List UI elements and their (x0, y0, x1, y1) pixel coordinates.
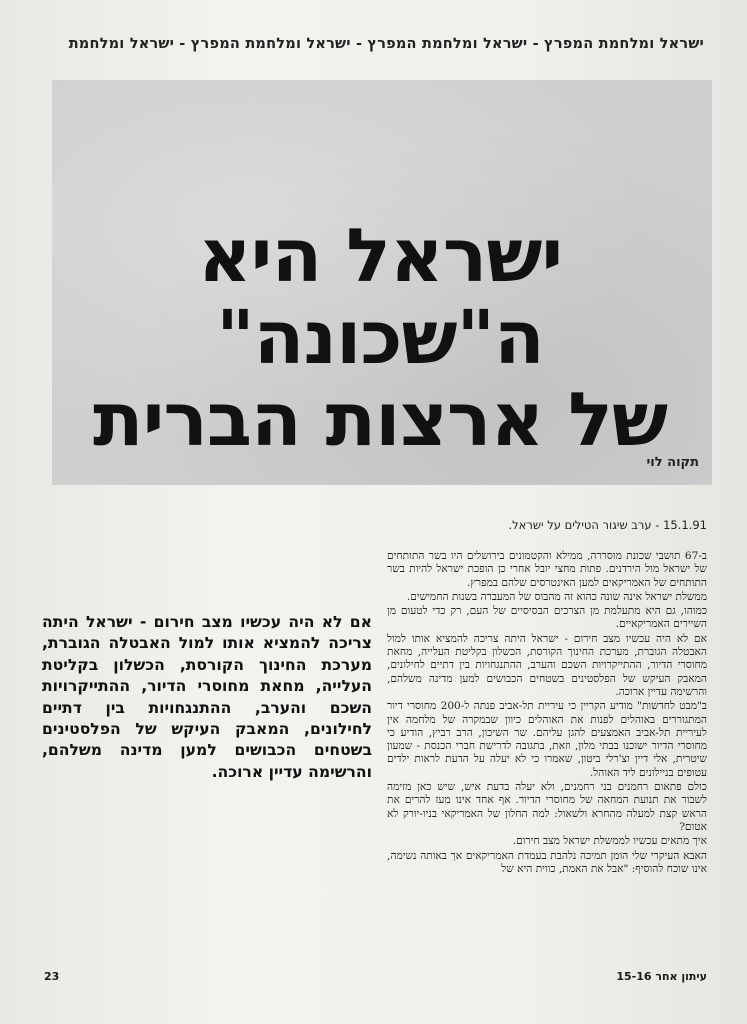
body-paragraph: כולם פתאום רחמנים בני רחמנים, ולא יעלה בדעת איש, שיש כאן מזימה לשבור את תנועת המחאה של מחוסרי הדיור. אף אחד אינו מעז להרים את הראש קצת למעלה מהחרא ולשאול: למה החלון של האמריקאי בניו-יורק לא אטום? (387, 781, 707, 833)
body-paragraph: ב-67 תושבי שכונת מוסררה, ממילא והקטמונים בירושלים היו בשר התותחים של ישראל מול הירדנים. פתות מחצי יובל אחרי כן הופכת ישראל להיות בשר התותחים של האמריקאים למען האינטרסים שלהם במפרץ. (387, 550, 707, 589)
dateline: 15.1.91 - ערב שיגור הטילים על ישראל. (508, 518, 707, 532)
body-paragraph: ב"מבט לחדשות" מודיע הקריין כי עיריית תל-אביב פנתה ל-200 מחוסרי דיור המתגוררים באוהלים לפנות את האוהלים כיוון שבמקרה של מלחמה אין לעיריית תל-אביב האמצעים להגן עליהם. שר השיכון, הרב רביץ, הודיע כי מחוסרי הדיור ישוכנו בבתי מלון, וזאת, בתגובה לדרישת חברי הכנסת - שמעון שיטרית, אלי דיין וצ'רלי ביטון, שאמרו כי לא יעלה על הדעת לראות ילדים עטופים בניילונים ליד האוהל. (387, 700, 707, 779)
author-byline: תקוה לוי (646, 455, 699, 470)
body-paragraph: ממשלת ישראל אינה שונה כהוא זה מהבוס של המעברה בשנות החמישים. (406, 590, 707, 603)
page-number: 23 (44, 970, 60, 983)
headline-line-1: ישראל היא ה"שכונה" (197, 213, 563, 381)
body-paragraph: אם לא היה עכשיו מצב חירום - ישראל היתה צריכה להמציא אותו למול האבטלה הגוברת, מערכת החינוך הקורסת, הכשלון בקליטת העלייה, מחאת מחוסרי הדיור, ההתייקרויות השכם והערב, ההתנגחויות בין דתיים לחילונים, המאבק העיקש של הפלסטינים בשטחים הכבושים למען מדינה משלהם, והרשימה עדיין ארוכה. (387, 632, 707, 698)
pull-quote: אם לא היה עכשיו מצב חירום - ישראל היתה צריכה להמציא אותו למול האבטלה הגוברת, מערכת החינוך הקורסת, הכשלון בקליטת העלייה, מחאת מחוסרי הדיור, ההתייקרויות השכם והערב, ההתנגחויות בין דתיים לחילונים, המאבק העיקש של הפלסטינים בשטחים הכבושים למען מדינה משלהם, והרשימה עדיין ארוכה. (42, 613, 372, 781)
body-paragraph: איך מתאים עכשיו לממשלת ישראל מצב חירום. (512, 835, 707, 848)
body-paragraph: כמוהו, גם היא מתעלמת מן הצרכים הבסיסיים של העם, רק כדי לטעום מן השיירים האמריקאיים. (387, 605, 707, 631)
body-paragraph: האבא העיקרי שלי הומן תמיכה נלהבת בעמדת האמריקאים אך באותה נשימה, אינו שוכח להוסיף: "אבל את האמת, כווית היא של (387, 849, 707, 875)
headline (40, 215, 720, 461)
publication-footer: עיתון אחר 15-16 (616, 970, 707, 983)
article-body (387, 550, 707, 950)
running-head: ישראל ומלחמת המפרץ - ישראל ומלחמת המפרץ - ישראל ומלחמת המפרץ - ישראל ומלחמת (68, 36, 704, 52)
headline-line-2: של ארצות הברית (93, 377, 667, 463)
